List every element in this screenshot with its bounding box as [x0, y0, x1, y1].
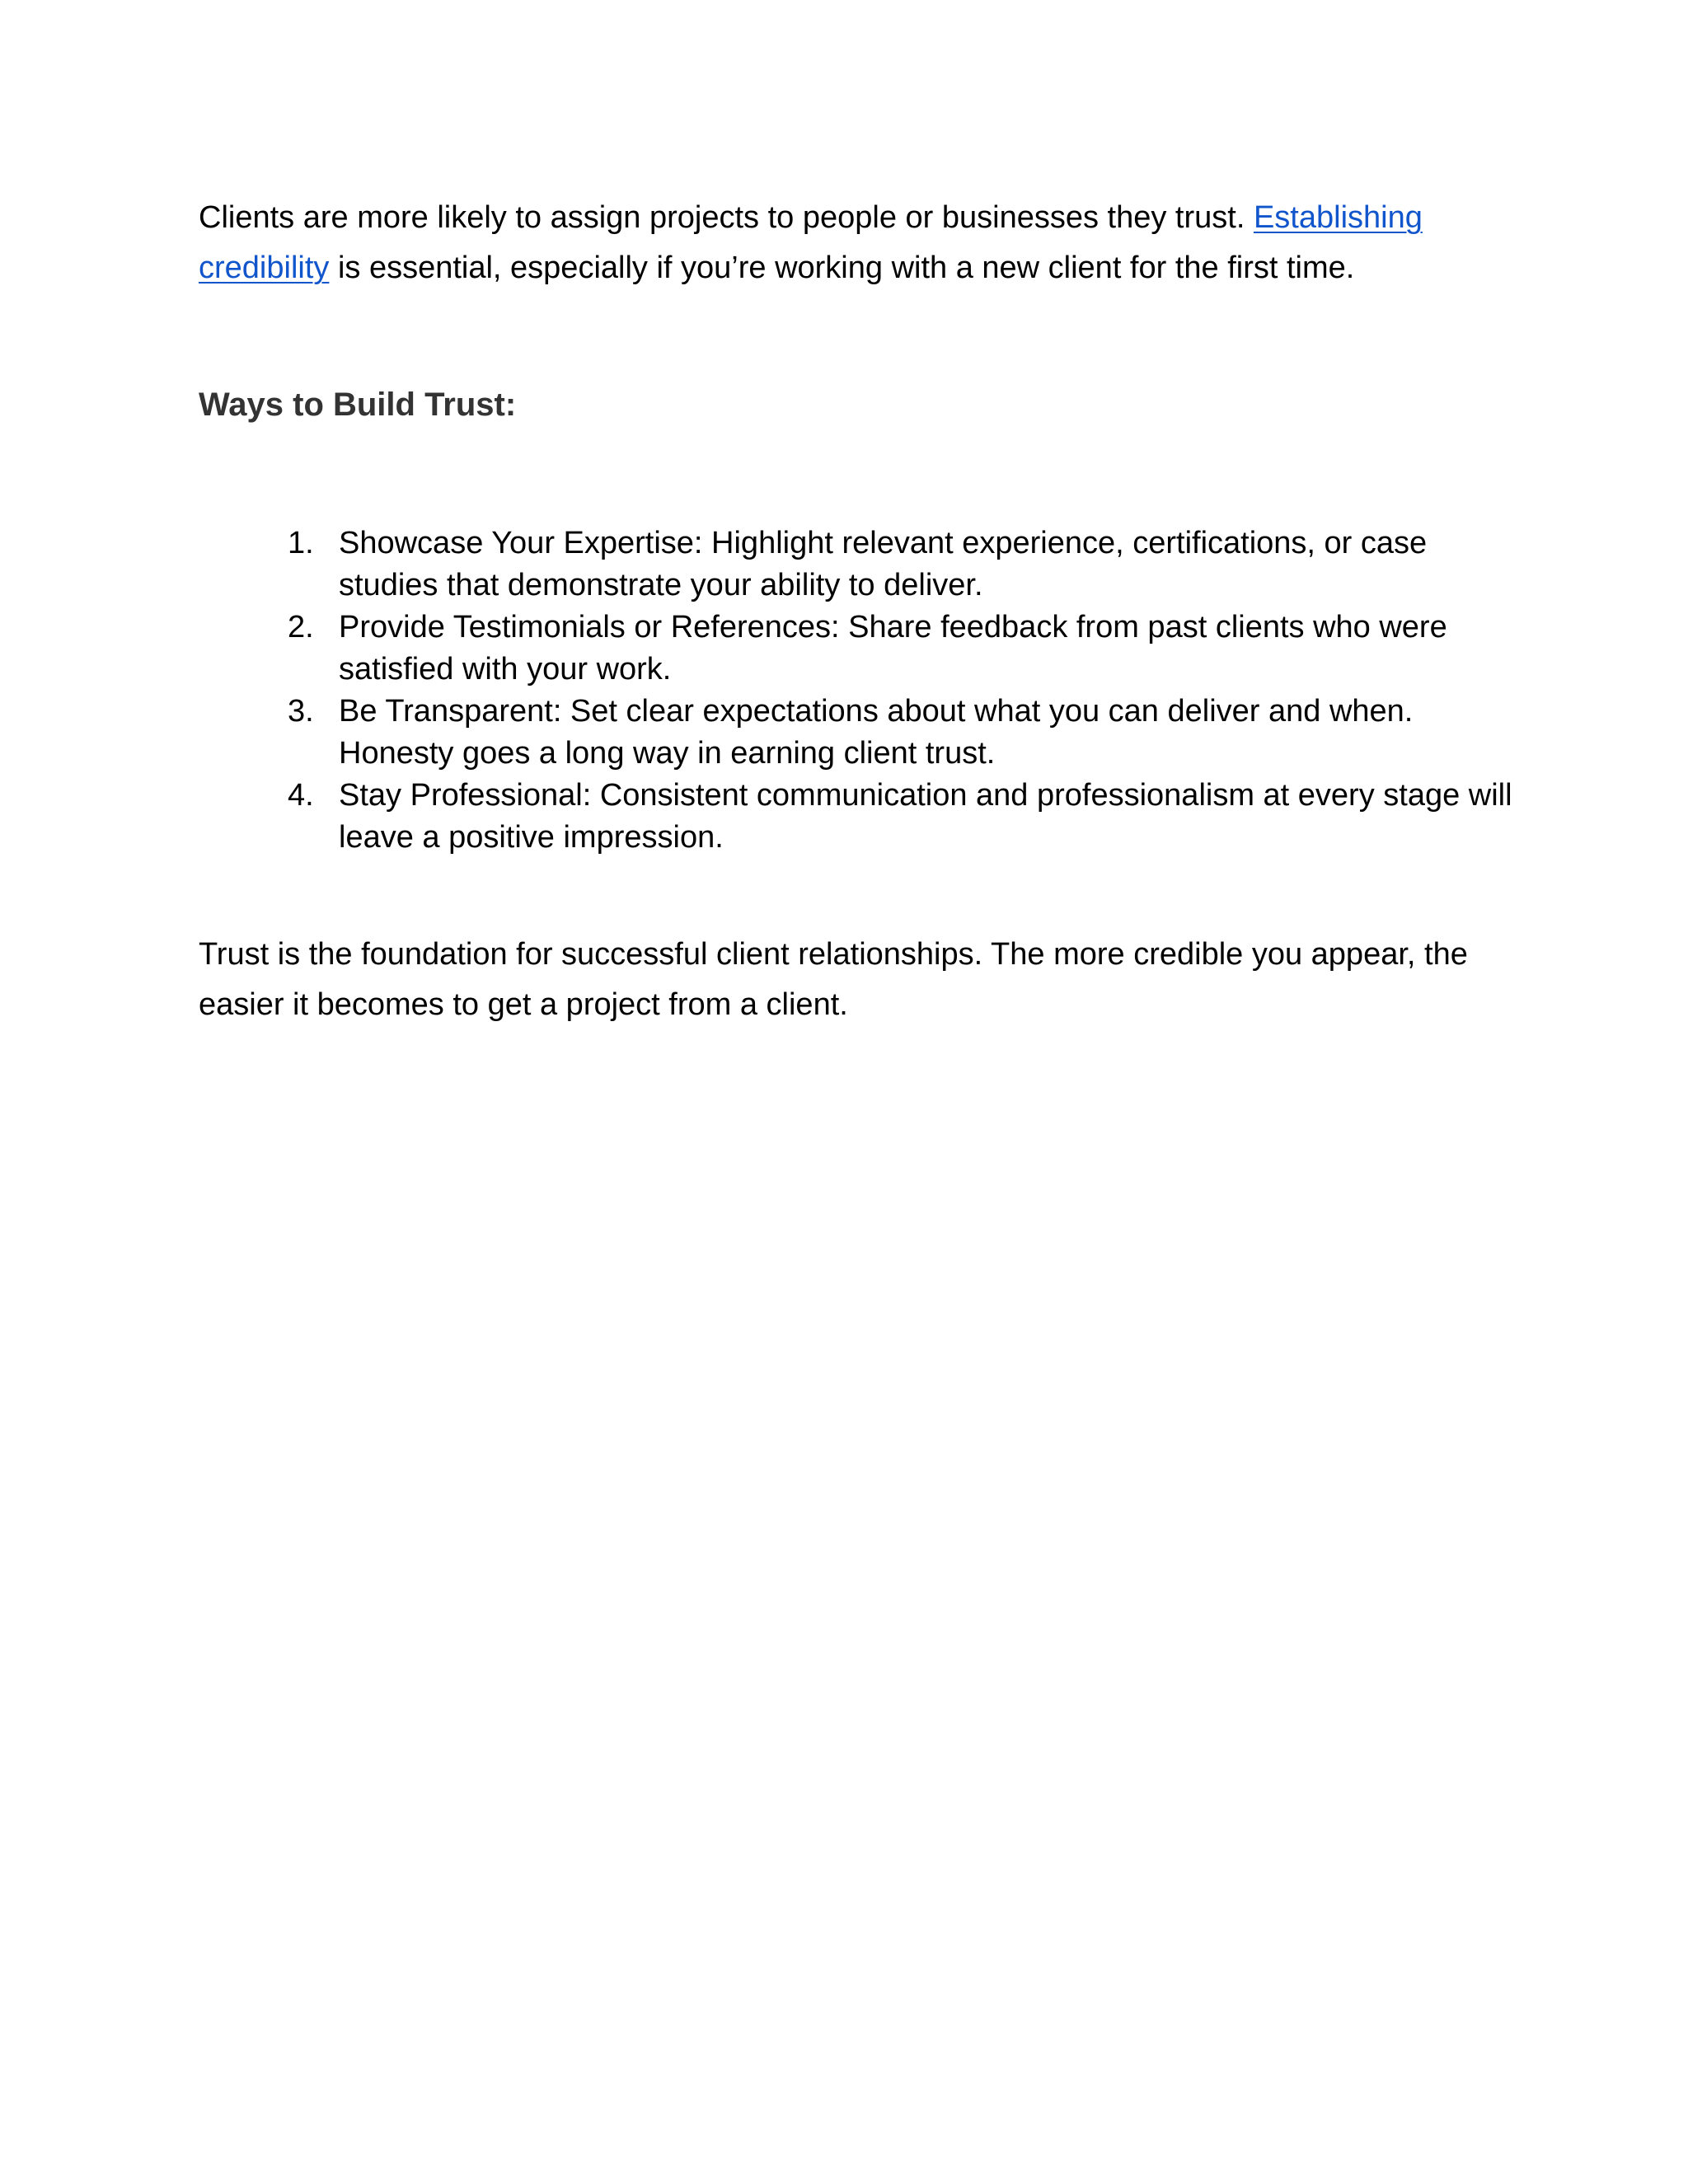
list-item-text: Stay Professional: Consistent communication and professionalism at every stage will leave a positive impression.: [339, 778, 1512, 855]
intro-paragraph: [199, 193, 1517, 293]
list-item-number: 2.: [288, 610, 314, 644]
list-item-number: 1.: [288, 526, 314, 560]
list-item-number: 3.: [288, 694, 314, 729]
intro-text-after: is essential, especially if you’re working with a new client for the first time.: [329, 251, 1355, 285]
establishing-credibility-link[interactable]: Establishing credibility: [199, 200, 1423, 285]
list-item-text: Showcase Your Expertise: Highlight relevant experience, certifications, or case studies that demonstrate your ability to deliver.: [339, 526, 1428, 602]
list-item: [199, 523, 1517, 607]
list-item: [199, 607, 1517, 691]
list-item-number: 4.: [288, 778, 314, 813]
intro-text-before: Clients are more likely to assign projects to people or businesses they trust.: [199, 200, 1254, 235]
trust-list: [199, 523, 1517, 859]
list-item: [199, 775, 1517, 859]
list-item-text: Be Transparent: Set clear expectations about what you can deliver and when. Honesty goes a long way in earning client trust.: [339, 694, 1414, 771]
closing-paragraph: Trust is the foundation for successful client relationships. The more credible you appear, the easier it becomes to get a project from a client.: [199, 937, 1468, 1022]
section-heading: Ways to Build Trust:: [199, 387, 517, 423]
list-item-text: Provide Testimonials or References: Share feedback from past clients who were satisfied with your work.: [339, 610, 1447, 687]
list-item: [199, 691, 1517, 775]
